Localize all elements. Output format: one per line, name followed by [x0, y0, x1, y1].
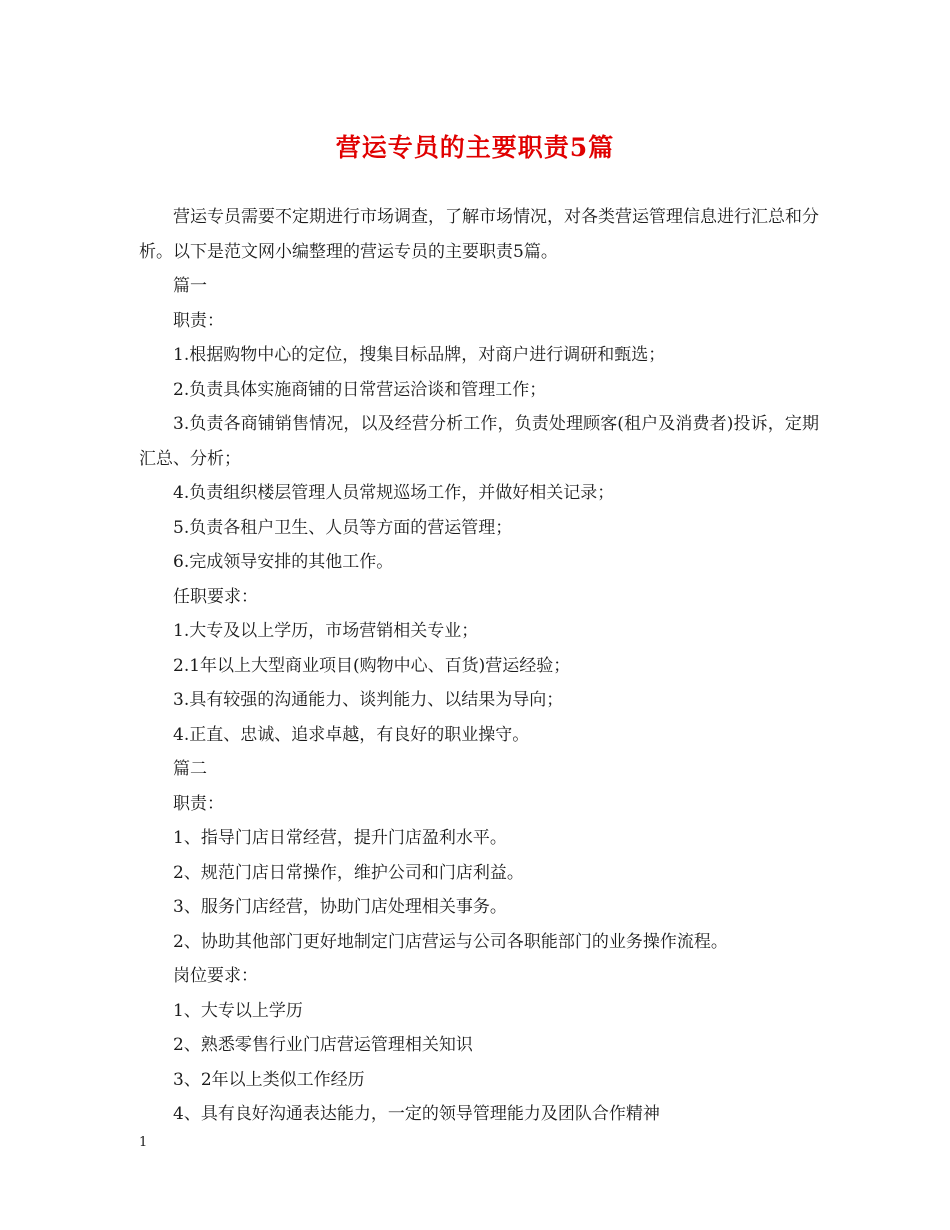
duty-item: 2.负责具体实施商铺的日常营运洽谈和管理工作； [173, 379, 547, 400]
duty-item: 1、指导门店日常经营，提升门店盈利水平。 [173, 828, 507, 848]
duty-item: 6.完成领导安排的其他工作。 [173, 552, 394, 572]
duty-item: 4.负责组织楼层管理人员常规巡场工作，并做好相关记录； [173, 483, 615, 503]
requirement-item: 1、大专以上学历 [173, 1000, 303, 1021]
requirement-item: 2、熟悉零售行业门店营运管理相关知识 [173, 1035, 473, 1055]
duty-item: 2、规范门店日常操作，维护公司和门店利益。 [173, 862, 524, 883]
requirement-item: 3、2年以上类似工作经历 [173, 1069, 365, 1090]
subheading-requirements-2: 岗位要求： [173, 966, 258, 986]
duty-item: 5.负责各租户卫生、人员等方面的营运管理； [173, 517, 513, 538]
requirement-item: 4、具有良好沟通表达能力，一定的领导管理能力及团队合作精神 [173, 1104, 660, 1124]
duty-item: 3、服务门店经营，协助门店处理相关事务。 [173, 897, 507, 917]
document-body [139, 200, 819, 1132]
section-heading-2: 篇二 [173, 759, 207, 779]
page-number: 1 [139, 1135, 148, 1150]
requirement-item: 1.大专及以上学历，市场营销相关专业； [173, 621, 479, 641]
subheading-duties-2: 职责： [173, 793, 224, 814]
duty-item: 2、协助其他部门更好地制定门店营运与公司各职能部门的业务操作流程。 [173, 931, 728, 952]
section-heading-1: 篇一 [173, 276, 207, 296]
duty-item: 3.负责各商铺销售情况，以及经营分析工作，负责处理顾客(租户及消费者)投诉，定期汇总、分析； [139, 414, 819, 469]
document-title: 营运专员的主要职责5篇 [335, 133, 615, 162]
intro-paragraph: 营运专员需要不定期进行市场调查，了解市场情况，对各类营运管理信息进行汇总和分析。以下是范文网小编整理的营运专员的主要职责5篇。 [139, 207, 819, 262]
requirement-item: 3.具有较强的沟通能力、谈判能力、以结果为导向； [173, 690, 564, 710]
duty-item: 1.根据购物中心的定位，搜集目标品牌，对商户进行调研和甄选； [173, 345, 666, 365]
subheading-requirements-1: 任职要求： [173, 586, 258, 607]
subheading-duties-1: 职责： [173, 310, 224, 331]
requirement-item: 2.1年以上大型商业项目(购物中心、百货)营运经验； [173, 655, 571, 676]
requirement-item: 4.正直、忠诚、追求卓越，有良好的职业操守。 [173, 724, 530, 745]
